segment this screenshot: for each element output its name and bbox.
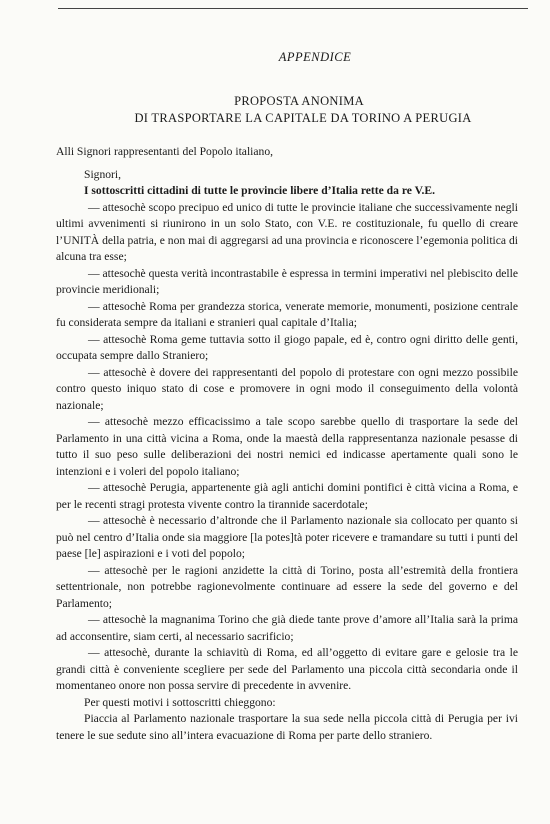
paragraph-12: Per questi motivi i sottoscritti chieggono: xyxy=(84,695,276,709)
appendix-heading: APPENDICE xyxy=(278,50,352,64)
paragraph-2: — attesochè questa verità incontrastabile è espressa in termini imperativi nel plebiscito delle provincie meridionali; xyxy=(56,266,518,296)
paragraph-13: Piaccia al Parlamento nazionale trasportare la sua sede nella piccola città di Perugia per ivi tenere le sue sedute sino all’intera evacuazione di Roma per parte dello straniero. xyxy=(56,712,518,742)
paragraph-5: — attesochè è dovere dei rappresentanti del popolo di protestare con ogni mezzo possibile contro questo iniquo stato di cose e promovere in ogni modo il conseguimento della volontà nazionale; xyxy=(56,365,518,412)
paragraph-0: I sottoscritti cittadini di tutte le provincie libere d’Italia rette da re V.E. xyxy=(84,184,435,197)
document-title-line2: DI TRASPORTARE LA CAPITALE DA TORINO A PERUGIA xyxy=(134,111,472,125)
document-body xyxy=(56,144,518,744)
paragraph-8: — attesochè è necessario d’altronde che il Parlamento nazionale sia collocato per quanto si può nel centro d’Italia onde sia maggiore [la potes]tà poter ricevere e tramandare su tutti i punti del paese [le] aspirazioni e i voti del popolo; xyxy=(56,514,518,560)
document-title-line1: PROPOSTA ANONIMA xyxy=(234,94,364,108)
address-line: Alli Signori rappresentanti del Popolo italiano, xyxy=(56,145,274,158)
paragraph-4: — attesochè Roma geme tuttavia sotto il giogo papale, ed è, contro ogni diritto delle genti, occupata sempre dallo Straniero; xyxy=(56,332,518,362)
paragraph-1: — attesochè scopo precipuo ed unico di tutte le provincie italiane che successivamente negli ultimi avvenimenti si riunirono in un solo Stato, con V.E. re costituzionale, fu quello di creare l’UNITÀ della patria, e non mai di aggregarsi ad una provincia e riconoscere l’egemonia politica di alcuna tra esse; xyxy=(56,200,518,263)
paragraph-9: — attesochè per le ragioni anzidette la città di Torino, posta all’estremità della frontiera settentrionale, non potrebbe ragionevolmente continuare ad essere la sede del governo e del Parlamento; xyxy=(56,563,518,610)
paragraph-11: — attesochè, durante la schiavitù di Roma, ed all’oggetto di evitare gare e gelosie tra le grandi città è conveniente scegliere per sede del Parlamento una piccola città secondaria onde il momentaneo onore non possa servire di precedente in avvenire. xyxy=(56,646,518,692)
salutation: Signori, xyxy=(84,167,122,181)
paragraph-10: — attesochè la magnanima Torino che già diede tante prove d’amore all’Italia sarà la prima ad acconsentire, siam certi, al necessario sacrificio; xyxy=(56,613,518,643)
paragraph-6: — attesochè mezzo efficacissimo a tale scopo sarebbe quello di trasportare la sede del Parlamento in una città vicina a Roma, onde la maestà della rappresentanza nazionale pesasse di tutto il suo peso sulle deliberazioni dei nostri nemici ed indicasse apertamente quali sono le intenzioni e i voleri del popolo italiano; xyxy=(56,415,518,478)
top-rule xyxy=(58,8,528,9)
paragraph-3: — attesochè Roma per grandezza storica, venerate memorie, monumenti, posizione centrale fu considerata sempre da italiani e stranieri qual capitale d’Italia; xyxy=(56,299,518,329)
paragraph-7: — attesochè Perugia, appartenente già agli antichi domini pontifici è città vicina a Roma, e per le recenti stragi protesta vivente contro la tirannide sacerdotale; xyxy=(56,481,518,511)
